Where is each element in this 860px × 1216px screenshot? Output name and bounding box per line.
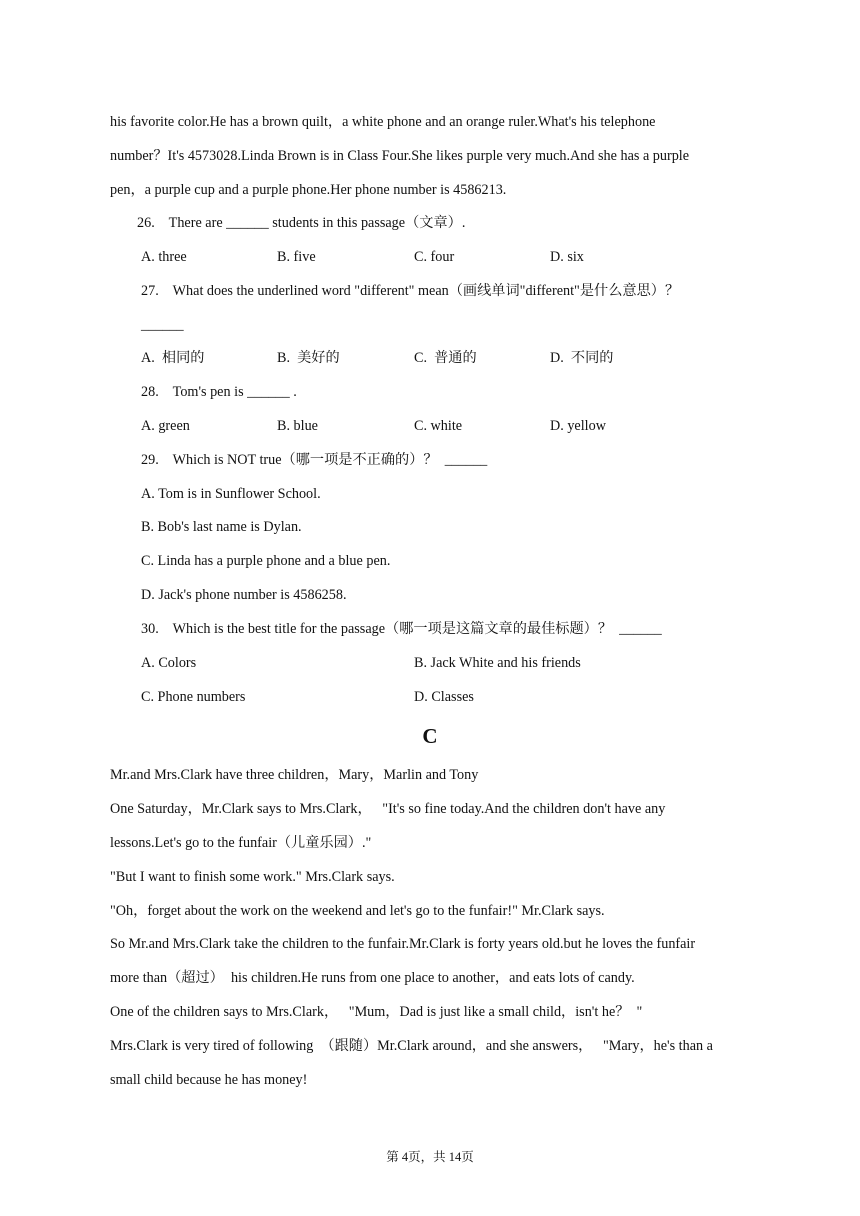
question-26-stem: 26. There are ______ students in this passage（文章）. bbox=[137, 215, 466, 231]
passage-c-line-5: "Oh，forget about the work on the weekend and let's go to the funfair!" Mr.Clark says. bbox=[110, 903, 605, 919]
question-29-stem: 29. Which is NOT true（哪一项是不正确的）？ ______ bbox=[141, 452, 488, 468]
passage-c-line-3: lessons.Let's go to the funfair（儿童乐园）." bbox=[110, 835, 372, 851]
passage-c-line-10: small child because he has money! bbox=[110, 1072, 308, 1088]
intro-line-2: number？It's 4573028.Linda Brown is in Class Four.She likes purple very much.And she has a purple bbox=[110, 148, 690, 164]
q26-option-b: B. five bbox=[277, 249, 316, 265]
question-28-stem: 28. Tom's pen is ______ . bbox=[141, 384, 297, 400]
q27-option-c: C. 普通的 bbox=[414, 350, 477, 366]
q26-option-a: A. three bbox=[141, 249, 187, 265]
q30-option-d: D. Classes bbox=[414, 689, 474, 705]
passage-c-line-6: So Mr.and Mrs.Clark take the children to the funfair.Mr.Clark is forty years old.but he loves the funfair bbox=[110, 936, 696, 952]
q29-option-b: B. Bob's last name is Dylan. bbox=[141, 519, 302, 535]
intro-line-1: his favorite color.He has a brown quilt，a white phone and an orange ruler.What's his telephone bbox=[110, 114, 656, 130]
q30-option-b: B. Jack White and his friends bbox=[414, 655, 581, 671]
passage-c-line-2: One Saturday，Mr.Clark says to Mrs.Clark， "It's so fine today.And the children don't have any bbox=[110, 801, 666, 817]
question-27-stem: 27. What does the underlined word "different" mean（画线单词"different"是什么意思）？ bbox=[141, 283, 680, 299]
q26-option-c: C. four bbox=[414, 249, 455, 265]
q26-option-d: D. six bbox=[550, 249, 584, 265]
q30-option-c: C. Phone numbers bbox=[141, 689, 246, 705]
passage-c-line-7: more than（超过） his children.He runs from one place to another，and eats lots of candy. bbox=[110, 970, 635, 986]
passage-c-line-9: Mrs.Clark is very tired of following （跟随）Mr.Clark around，and she answers， "Mary，he's than a bbox=[110, 1038, 713, 1054]
page-footer: 第 4页，共 14页 bbox=[386, 1150, 474, 1164]
q28-option-a: A. green bbox=[141, 418, 190, 434]
section-title: C bbox=[422, 724, 438, 748]
q27-option-b: B. 美好的 bbox=[277, 350, 340, 366]
q29-option-a: A. Tom is in Sunflower School. bbox=[141, 486, 321, 502]
passage-c-line-8: One of the children says to Mrs.Clark， "Mum，Dad is just like a small child，isn't he？ " bbox=[110, 1004, 643, 1020]
q27-option-d: D. 不同的 bbox=[550, 350, 614, 366]
passage-c-line-4: "But I want to finish some work." Mrs.Clark says. bbox=[110, 869, 395, 885]
intro-line-3: pen，a purple cup and a purple phone.Her phone number is 4586213. bbox=[110, 182, 507, 198]
q28-option-d: D. yellow bbox=[550, 418, 606, 434]
passage-c-line-1: Mr.and Mrs.Clark have three children，Mary，Marlin and Tony bbox=[110, 767, 479, 783]
q28-option-b: B. blue bbox=[277, 418, 318, 434]
question-27-blank: ______ bbox=[141, 317, 184, 333]
q27-option-a: A. 相同的 bbox=[141, 350, 205, 366]
q29-option-c: C. Linda has a purple phone and a blue pen. bbox=[141, 553, 391, 569]
q29-option-d: D. Jack's phone number is 4586258. bbox=[141, 587, 347, 603]
q30-option-a: A. Colors bbox=[141, 655, 197, 671]
q28-option-c: C. white bbox=[414, 418, 463, 434]
question-30-stem: 30. Which is the best title for the passage（哪一项是这篇文章的最佳标题）？ ______ bbox=[141, 621, 662, 637]
